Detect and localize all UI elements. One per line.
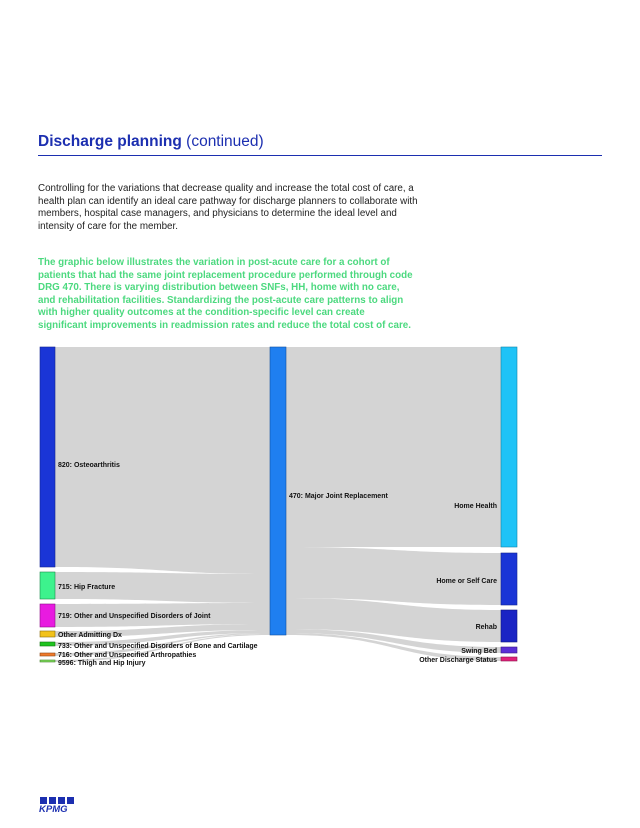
label-osteoarthritis: 820: Osteoarthritis xyxy=(58,462,120,469)
label-other-discharge: Other Discharge Status xyxy=(419,657,497,664)
node-major-joint-replacement xyxy=(270,347,286,635)
highlight-paragraph: The graphic below illustrates the variation in post-acute care for a cohort of patients that had the same joint replacement procedure performed through code DRG 470. There is varying distribution between SNFs, HH, home with no care, and rehabilitation facilities. Standardizing the post-acute care patterns to align with higher quality outcomes at the condition-specific level can create significant improvements in readmission rates and reduce the total cost of care. xyxy=(38,257,413,331)
label-other-admitting: Other Admitting Dx xyxy=(58,632,122,639)
node-other-discharge xyxy=(501,657,517,661)
node-other-admitting xyxy=(40,631,55,637)
node-home-health xyxy=(501,347,517,547)
kpmg-logo xyxy=(38,797,80,813)
link-osteoarthritis xyxy=(55,347,270,574)
label-thigh-hip: 9596: Thigh and Hip Injury xyxy=(58,660,146,667)
node-arthropathies xyxy=(40,653,55,656)
node-home-self-care xyxy=(501,553,517,605)
label-swing-bed: Swing Bed xyxy=(461,648,497,655)
node-hip-fracture xyxy=(40,572,55,599)
node-osteoarthritis xyxy=(40,347,55,567)
node-thigh-hip xyxy=(40,660,55,662)
label-arthropathies: 716: Other and Unspecified Arthropathies xyxy=(58,652,197,659)
node-bone-cartilage xyxy=(40,642,55,646)
node-joint-disorders xyxy=(40,604,55,627)
logo-text: KPMG xyxy=(39,804,68,813)
label-joint-disorders: 719: Other and Unspecified Disorders of Joint xyxy=(58,613,211,620)
label-major-joint-replacement: 470: Major Joint Replacement xyxy=(289,493,388,500)
link-home-self-care xyxy=(286,547,501,605)
label-hip-fracture: 715: Hip Fracture xyxy=(58,584,116,591)
label-home-health: Home Health xyxy=(454,503,497,510)
label-bone-cartilage: 733: Other and Unspecified Disorders of Bone and Cartilage xyxy=(58,643,258,650)
title-continued: (continued) xyxy=(186,133,264,150)
link-home-health xyxy=(286,347,501,547)
label-home-self-care: Home or Self Care xyxy=(436,578,497,585)
node-rehab xyxy=(501,610,517,642)
title-main: Discharge planning xyxy=(38,133,182,150)
label-rehab: Rehab xyxy=(475,624,497,631)
node-swing-bed xyxy=(501,647,517,653)
intro-paragraph: Controlling for the variations that decrease quality and increase the total cost of care, a health plan can identify an ideal care pathway for discharge planners to collaborate with members, hospital case managers, and physicians to determine the ideal level and intensity of care for the member. xyxy=(38,183,418,232)
